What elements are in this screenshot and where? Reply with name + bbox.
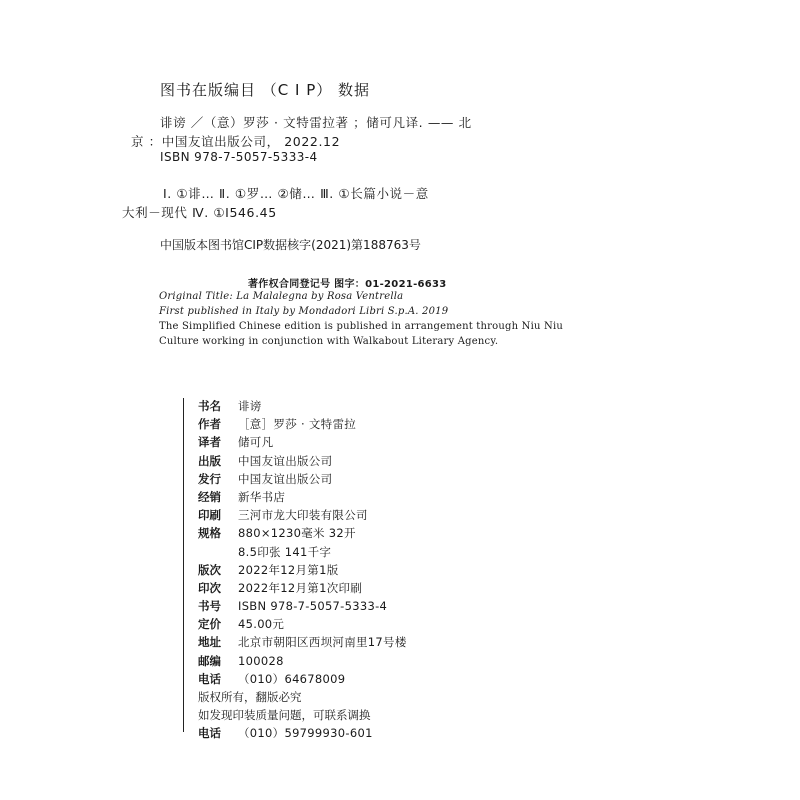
info-row-retailer: [198, 488, 407, 506]
info-value: 诽谤: [238, 399, 262, 413]
info-row-printer: [198, 506, 407, 524]
info-label: 邮编: [198, 653, 221, 668]
quality-notice: 如发现印装质量问题，可联系调换: [198, 708, 371, 723]
info-label: 出版: [198, 453, 221, 468]
original-title-line: Original Title: La Malalegna by Rosa Ventrella: [159, 291, 404, 302]
info-label: 印次: [198, 580, 221, 595]
info-label: 地址: [198, 635, 221, 650]
info-value: 2022年12月第1版: [238, 562, 339, 577]
info-label: 作者: [198, 417, 221, 432]
info-label: 印刷: [198, 508, 221, 523]
info-value: 新华书店: [238, 489, 286, 504]
info-row-printing: [198, 579, 407, 597]
info-value: ISBN 978-7-5057-5333-4: [238, 599, 388, 614]
info-value: ［意］罗莎 · 文特雷拉: [238, 417, 357, 432]
cip-entry-line-1: 诽谤 ／（意）罗莎 · 文特雷拉著 ；储可凡译. —— 北: [160, 115, 472, 130]
arrangement-line-2: Culture working in conjunction with Walkabout Literary Agency.: [159, 336, 499, 347]
copyright-contract-heading: 著作权合同登记号 图字：01-2021-6633: [248, 279, 447, 290]
info-value: 100028: [238, 653, 284, 668]
info-value: 880×1230毫米 32开: [238, 526, 356, 541]
info-label: 定价: [198, 617, 221, 632]
rights-notice: 版权所有，翻版必究: [198, 690, 302, 704]
info-row-address: [198, 633, 407, 651]
info-value: 8.5印张 141千字: [238, 544, 332, 559]
info-row-price: [198, 615, 407, 633]
info-row-postcode: [198, 652, 407, 670]
info-row-isbn: [198, 597, 407, 615]
info-label: 书名: [198, 399, 221, 413]
info-value: 北京市朝阳区西坝河南里17号楼: [238, 635, 407, 650]
info-value: 三河市龙大印装有限公司: [238, 508, 368, 523]
info-row-format-extra: [198, 543, 407, 561]
info-row-publisher: [198, 452, 407, 470]
info-row-format: [198, 524, 407, 542]
cip-subject-line-2: 大利－现代 Ⅳ. ①I546.45: [122, 205, 277, 220]
arrangement-line-1: The Simplified Chinese edition is published in arrangement through Niu Niu: [159, 321, 563, 332]
cip-subject-line-1: Ⅰ. ①诽… Ⅱ. ①罗… ②储… Ⅲ. ①长篇小说－意: [163, 186, 429, 201]
info-label: 电话: [198, 671, 221, 686]
cip-title: 图书在版编目 （C I P） 数据: [160, 81, 371, 99]
info-label: 书号: [198, 599, 221, 614]
cip-core-number: 中国版本图书馆CIP数据核字(2021)第188763号: [160, 238, 421, 252]
info-row-contact-phone: [198, 724, 407, 742]
info-row-translator: [198, 433, 407, 451]
info-label: 电话: [198, 726, 221, 741]
info-row-author: [198, 415, 407, 433]
info-label: 发行: [198, 471, 221, 486]
info-row-phone: [198, 670, 407, 688]
info-row-title: [198, 397, 407, 415]
info-label: 译者: [198, 435, 221, 450]
info-value: （010）59799930-601: [238, 726, 373, 741]
info-label: 规格: [198, 526, 221, 541]
info-label: 版次: [198, 562, 221, 577]
cip-entry-line-2: 京 ：中国友谊出版公司， 2022.12: [131, 134, 341, 149]
info-value: 储可凡: [238, 435, 274, 450]
cip-isbn: ISBN 978-7-5057-5333-4: [160, 150, 318, 164]
info-value: 2022年12月第1次印刷: [238, 580, 363, 595]
info-row-edition: [198, 561, 407, 579]
info-value: 中国友谊出版公司: [238, 471, 333, 486]
info-value: 中国友谊出版公司: [238, 453, 333, 468]
first-published-line: First published in Italy by Mondadori Libri S.p.A. 2019: [159, 306, 449, 317]
info-label: 经销: [198, 489, 221, 504]
info-value: （010）64678009: [238, 671, 346, 686]
publication-info-list: [198, 397, 407, 743]
info-vertical-rule: [183, 398, 184, 732]
info-value: 45.00元: [238, 617, 285, 632]
info-row-distributor: [198, 470, 407, 488]
